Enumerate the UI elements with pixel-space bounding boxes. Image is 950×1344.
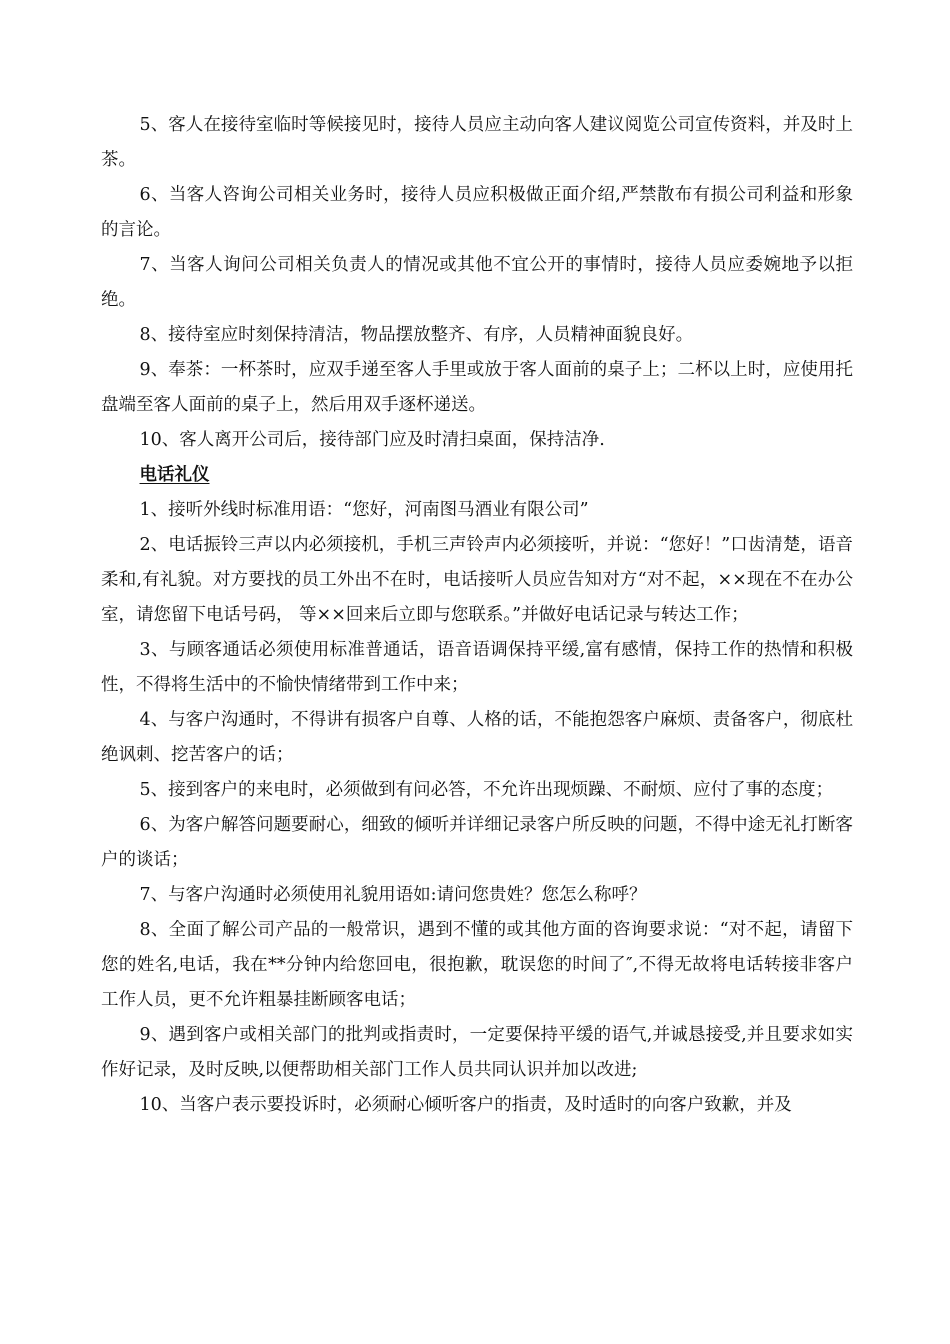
phone-item-8: 8、全面了解公司产品的一般常识，遇到不懂的或其他方面的咨询要求说：“对不起，请留下您的姓名,电话，我在**分钟内给您回电，很抱歉，耽误您的时间了″,不得无故将电话转接非客户工作人员，更不允许粗暴挂断顾客电话； [101, 920, 853, 1010]
document-body [101, 108, 853, 1123]
phone-item-4: 4、与客户沟通时，不得讲有损客户自尊、人格的话，不能抱怨客户麻烦、责备客户，彻底杜绝讽刺、挖苦客户的话； [101, 710, 853, 765]
reception-item-7: 7、当客人询问公司相关负责人的情况或其他不宜公开的事情时，接待人员应委婉地予以拒绝。 [101, 255, 853, 310]
section-heading-phone-etiquette [101, 458, 853, 493]
phone-item-3: 3、与顾客通话必须使用标准普通话，语音语调保持平缓,富有感情，保持工作的热情和积极性，不得将生活中的不愉快情绪带到工作中来； [101, 640, 853, 695]
section-heading-text: 电话礼仪 [139, 465, 210, 485]
reception-item-5: 5、客人在接待室临时等候接见时，接待人员应主动向客人建议阅览公司宣传资料，并及时上茶。 [101, 115, 853, 170]
reception-item-8: 8、接待室应时刻保持清洁，物品摆放整齐、有序，人员精神面貌良好。 [139, 325, 694, 345]
phone-item-9: 9、遇到客户或相关部门的批判或指责时，一定要保持平缓的语气,并诚恳接受,并且要求如实作好记录，及时反映,以便帮助相关部门工作人员共同认识并加以改进; [101, 1025, 853, 1080]
reception-item-6: 6、当客人咨询公司相关业务时，接待人员应积极做正面介绍,严禁散布有损公司利益和形象的言论。 [101, 185, 853, 240]
reception-item-9: 9、奉茶：一杯茶时，应双手递至客人手里或放于客人面前的桌子上；二杯以上时，应使用托盘端至客人面前的桌子上，然后用双手逐杯递送。 [101, 360, 853, 415]
phone-item-2: 2、电话振铃三声以内必须接机，手机三声铃声内必须接听，并说：“您好！”口齿清楚，语音柔和,有礼貌。对方要找的员工外出不在时，电话接听人员应告知对方“对不起，××现在不在办公室，请您留下电话号码， 等××回来后立即与您联系。”并做好电话记录与转达工作； [101, 535, 853, 625]
phone-item-5: 5、接到客户的来电时，必须做到有问必答，不允许出现烦躁、不耐烦、应付了事的态度； [139, 780, 834, 800]
phone-item-7: 7、与客户沟通时必须使用礼貌用语如:请问您贵姓？您怎么称呼？ [139, 885, 647, 905]
phone-item-6: 6、为客户解答问题要耐心，细致的倾听并详细记录客户所反映的问题，不得中途无礼打断客户的谈话； [101, 815, 853, 870]
reception-item-10: 10、客人离开公司后，接待部门应及时清扫桌面，保持洁净. [139, 430, 605, 450]
phone-item-1: 1、接听外线时标准用语：“您好，河南图马酒业有限公司” [139, 500, 589, 520]
phone-item-10: 10、当客户表示要投诉时，必须耐心倾听客户的指责，及时适时的向客户致歉，并及 [139, 1095, 792, 1115]
